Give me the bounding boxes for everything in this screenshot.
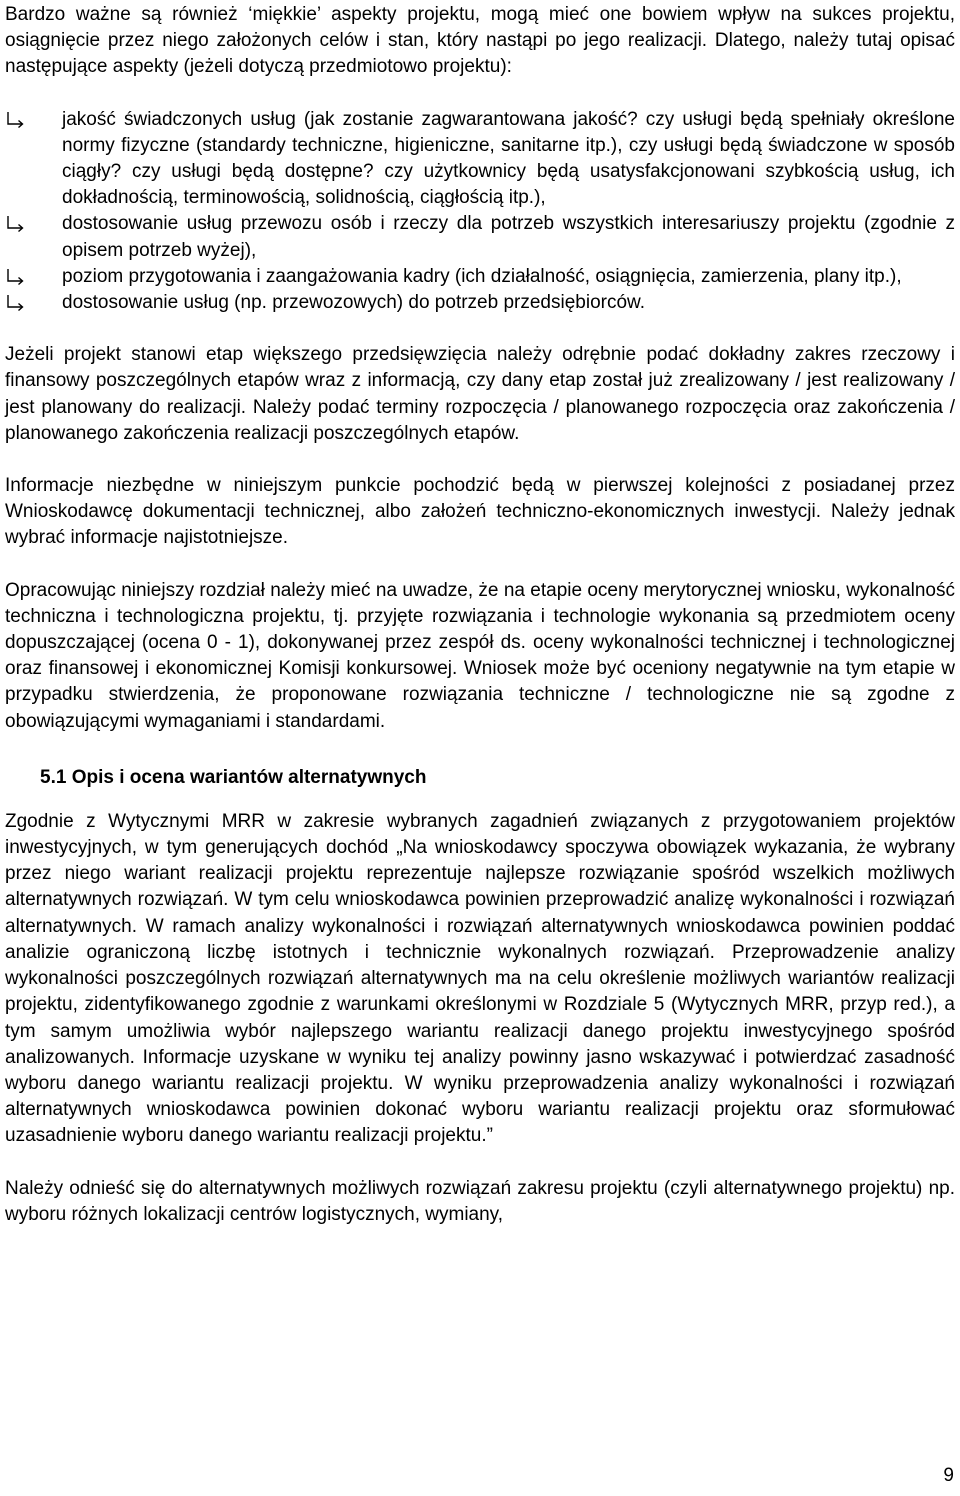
list-item-text: poziom przygotowania i zaangażowania kadry (ich działalność, osiągnięcia, zamierzenia, plany itp.), bbox=[62, 265, 902, 287]
evaluation-paragraph: Opracowując niniejszy rozdział należy mieć na uwadze, że na etapie oceny merytorycznej wniosku, wykonalność techniczna i technologiczna projektu, tj. przyjęte rozwiązania i technologie wykonania są przedmiotem oceny dopuszczającej (ocena 0 - 1), dokonywanej przez zespół ds. oceny wykonalności technicznej i technologicznej oraz finansowej i ekonomicznej Komisji konkursowej. Wniosek może być oceniony negatywnie na tym etapie w przypadku stwierdzenia, że proponowane rozwiązania techniczne / technologiczne nie są zgodne z obowiązującymi wymaganiami i standardami. bbox=[5, 579, 955, 732]
hook-arrow-icon bbox=[5, 107, 29, 133]
alternatives-paragraph: Należy odnieść się do alternatywnych możliwych rozwiązań zakresu projektu (czyli alternatywnego projektu) np. wyboru różnych lokalizacji centrów logistycznych, wymiany, bbox=[5, 1177, 955, 1225]
hook-arrow-icon bbox=[5, 264, 29, 290]
document-page bbox=[5, 2, 955, 1228]
spacer bbox=[5, 316, 955, 342]
list-item bbox=[5, 264, 955, 290]
list-item bbox=[5, 211, 955, 263]
guidelines-paragraph: Zgodnie z Wytycznymi MRR w zakresie wybranych zagadnień związanych z przygotowaniem projektów inwestycyjnych, w tym generujących dochód „Na wnioskodawcy spoczywa obowiązek wykazania, że wybrany przez niego wariant realizacji projektu reprezentuje najlepsze rozwiązanie spośród wszelkich możliwych alternatywnych rozwiązań. W tym celu wnioskodawca powinien przeprowadzić analizę wykonalności i rozwiązań alternatywnych. W ramach analizy wykonalności i rozwiązań alternatywnych wnioskodawca powinien poddać analizie ograniczoną liczbę istotnych i technicznie wykonalnych rozwiązań. Przeprowadzenie analizy wykonalności poszczególnych rozwiązań alternatywnych ma na celu określenie możliwych wariantów realizacji projektu, zidentyfikowanego zgodnie z warunkami określonymi w Rozdziale 5 (Wytycznych MRR, przyp red.), a tym samym umożliwia wybór najlepszego wariantu realizacji danego projektu inwestycyjnego spośród analizowanych. Informacje uzyskane w wyniku tej analizy powinny jasno wskazywać i potwierdzać zasadność wyboru danego wariantu realizacji projektu. W wyniku przeprowadzenia analizy wykonalności i rozwiązań alternatywnych wnioskodawca powinien dokonać wyboru wariantu realizacji projektu oraz sformułować uzasadnienie wyboru danego wariantu realizacji projektu.” bbox=[5, 810, 955, 1147]
aspects-list bbox=[5, 107, 955, 317]
info-source-paragraph: Informacje niezbędne w niniejszym punkcie pochodzić będą w pierwszej kolejności z posiadanej przez Wnioskodawcę dokumentacji technicznej, albo założeń techniczno-ekonomicznych inwestycji. Należy jednak wybrać informacje najistotniejsze. bbox=[5, 475, 955, 549]
list-item-text: jakość świadczonych usług (jak zostanie zagwarantowana jakość? czy usługi będą spełniały określone normy fizyczne (standardy techniczne, higieniczne, sanitarne itp.), czy usługi będą świadczone w sposób ciągły? czy usługi będą dostępne? czy użytkownicy będą usatysfakcjonowani szybkością usług, ich dokładnością, terminowością, solidnością, ciągłością itp.), bbox=[62, 108, 955, 209]
list-item-text: dostosowanie usług przewozu osób i rzeczy dla potrzeb wszystkich interesariuszy projektu (zgodnie z opisem potrzeb wyżej), bbox=[62, 213, 955, 261]
intro-paragraph: Bardzo ważne są również ‘miękkie’ aspekty projektu, mogą mieć one bowiem wpływ na sukces projektu, osiągnięcie przez niego założonych celów i stan, który nastąpi po jego realizacji. Dlatego, należy tutaj opisać następujące aspekty (jeżeli dotyczą przedmiotowo projektu): bbox=[5, 4, 955, 78]
section-heading: 5.1 Opis i ocena wariantów alternatywnych bbox=[40, 766, 427, 788]
list-item-text: dostosowanie usług (np. przewozowych) do potrzeb przedsiębiorców. bbox=[62, 292, 645, 314]
page-number: 9 bbox=[943, 1465, 954, 1486]
hook-arrow-icon bbox=[5, 211, 29, 237]
list-item bbox=[5, 290, 955, 316]
section-body bbox=[5, 809, 955, 1228]
hook-arrow-icon bbox=[5, 290, 29, 316]
list-item bbox=[5, 107, 955, 212]
stage-paragraph: Jeżeli projekt stanowi etap większego przedsięwzięcia należy odrębnie podać dokładny zakres rzeczowy i finansowy poszczególnych etapów wraz z informacją, czy dany etap został już zrealizowany / jest realizowany / jest planowany do realizacji. Należy podać terminy rozpoczęcia / planowanego rozpoczęcia oraz zakończenia / planowanego zakończenia realizacji poszczególnych etapów. bbox=[5, 344, 955, 444]
